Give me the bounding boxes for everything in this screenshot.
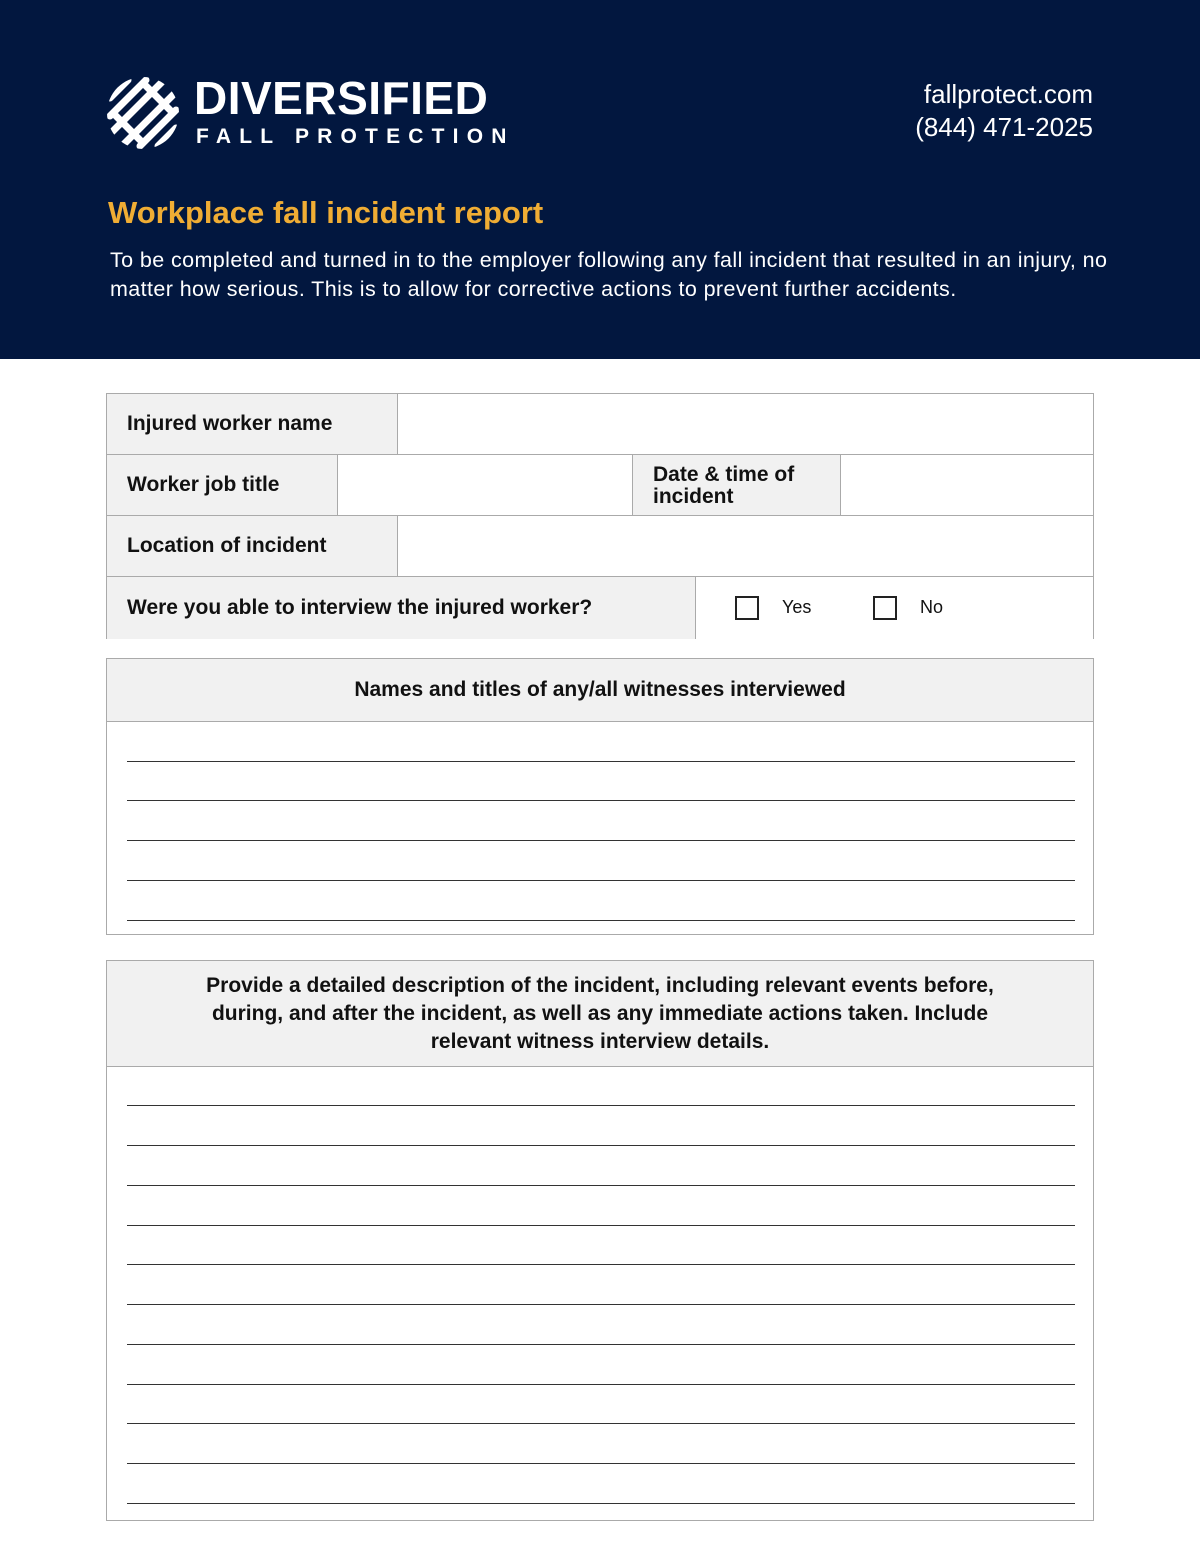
description-line[interactable] bbox=[127, 1304, 1075, 1305]
job-title-field[interactable] bbox=[338, 455, 632, 515]
table-row bbox=[107, 577, 1093, 639]
description-line[interactable] bbox=[127, 1185, 1075, 1186]
description-heading: Provide a detailed description of the incident, including relevant events before, during, and after the incident, as well as any immediate actions taken. Include relevant witness interview details. bbox=[107, 961, 1093, 1067]
incident-details-table bbox=[106, 393, 1094, 639]
table-row bbox=[107, 394, 1093, 455]
location-label: Location of incident bbox=[107, 516, 398, 576]
description-line[interactable] bbox=[127, 1105, 1075, 1106]
description-line[interactable] bbox=[127, 1503, 1075, 1504]
witnesses-heading: Names and titles of any/all witnesses interviewed bbox=[107, 659, 1093, 722]
witness-line[interactable] bbox=[127, 761, 1075, 762]
job-title-label: Worker job title bbox=[107, 455, 338, 515]
table-row bbox=[107, 516, 1093, 577]
witness-line[interactable] bbox=[127, 840, 1075, 841]
location-field[interactable] bbox=[398, 516, 1093, 576]
description-line[interactable] bbox=[127, 1463, 1075, 1464]
injured-worker-name-label: Injured worker name bbox=[107, 394, 398, 454]
website-link[interactable]: fallprotect.com bbox=[923, 79, 1093, 109]
witness-line[interactable] bbox=[127, 920, 1075, 921]
no-checkbox[interactable] bbox=[873, 596, 897, 620]
description-line[interactable] bbox=[127, 1225, 1075, 1226]
brand-name: DIVERSIFIED bbox=[194, 72, 489, 124]
yes-label: Yes bbox=[782, 597, 812, 617]
intro-text: To be completed and turned in to the employer following any fall incident that resulted in an injury, no matter how serious. This is to allow for corrective actions to prevent further accidents. bbox=[110, 248, 1108, 301]
phone-number: (844) 471-2025 bbox=[915, 112, 1093, 142]
witness-line[interactable] bbox=[127, 880, 1075, 881]
page-header bbox=[0, 0, 1200, 359]
yes-checkbox[interactable] bbox=[735, 596, 759, 620]
description-line[interactable] bbox=[127, 1384, 1075, 1385]
witnesses-section bbox=[106, 658, 1094, 935]
date-time-label: Date & time of incident bbox=[632, 455, 841, 515]
description-line[interactable] bbox=[127, 1145, 1075, 1146]
table-row bbox=[107, 455, 1093, 516]
description-line[interactable] bbox=[127, 1344, 1075, 1345]
injured-worker-name-field[interactable] bbox=[398, 394, 1093, 454]
interview-question-label: Were you able to interview the injured worker? bbox=[107, 577, 696, 639]
no-label: No bbox=[920, 597, 944, 617]
interview-answer-cell bbox=[696, 577, 1093, 639]
date-time-field[interactable] bbox=[841, 455, 1093, 515]
brand-subtitle: FALL PROTECTION bbox=[196, 125, 515, 148]
description-section bbox=[106, 960, 1094, 1521]
description-line[interactable] bbox=[127, 1264, 1075, 1265]
page-title: Workplace fall incident report bbox=[108, 195, 544, 230]
witness-line[interactable] bbox=[127, 800, 1075, 801]
contact-info bbox=[915, 78, 1093, 144]
description-line[interactable] bbox=[127, 1423, 1075, 1424]
crosshatch-logo-icon bbox=[106, 76, 180, 150]
